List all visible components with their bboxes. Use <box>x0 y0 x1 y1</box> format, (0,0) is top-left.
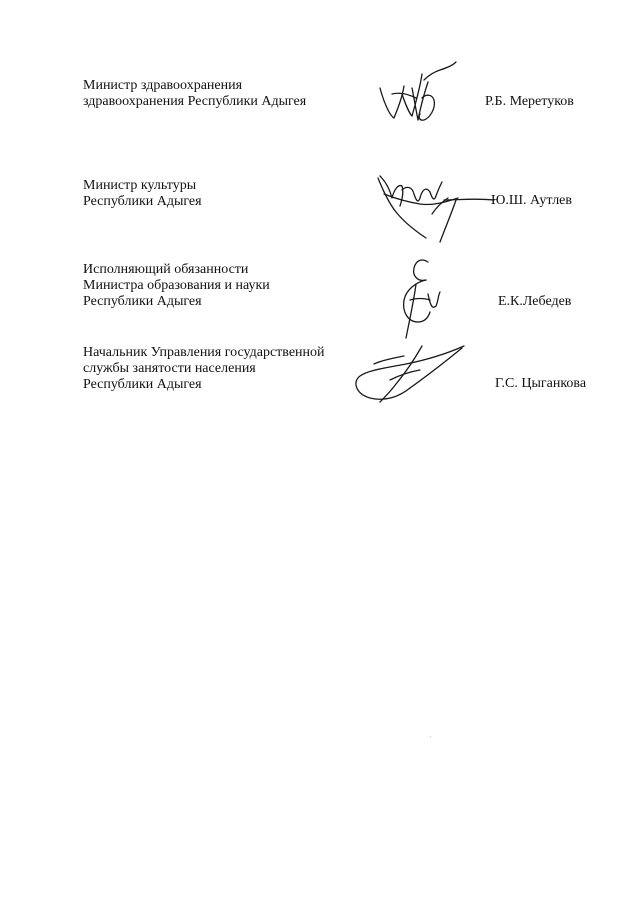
title-line: Исполняющий обязанности <box>83 262 249 277</box>
signatory-title <box>83 345 325 393</box>
title-line: Министр здравоохранения <box>83 78 243 93</box>
handwritten-signature-meretukov <box>372 58 462 130</box>
handwritten-signature-autlev <box>374 168 504 246</box>
handwritten-signature-lebedev <box>382 254 452 346</box>
title-line: Министр культуры <box>83 178 197 193</box>
signatory-name: Е.К.Лебедев <box>498 294 572 309</box>
title-line: Министра образования и науки <box>83 278 270 293</box>
title-line: службы занятости населения <box>83 361 256 376</box>
signatory-name: Г.С. Цыганкова <box>495 376 587 391</box>
handwritten-signature-tsygankova <box>350 340 475 406</box>
title-line: Республики Адыгея <box>83 194 202 209</box>
title-line: здравоохранения Республики Адыгея <box>83 94 307 109</box>
signatory-title <box>83 262 270 310</box>
signatory-name: Ю.Ш. Аутлев <box>491 193 573 208</box>
scan-speck <box>430 736 431 737</box>
title-line: Республики Адыгея <box>83 377 202 392</box>
title-line: Республики Адыгея <box>83 294 202 309</box>
signatory-name: Р.Б. Меретуков <box>485 94 574 109</box>
signatory-title <box>83 78 306 110</box>
title-line: Начальник Управления государственной <box>83 345 325 360</box>
signatory-title <box>83 178 202 210</box>
